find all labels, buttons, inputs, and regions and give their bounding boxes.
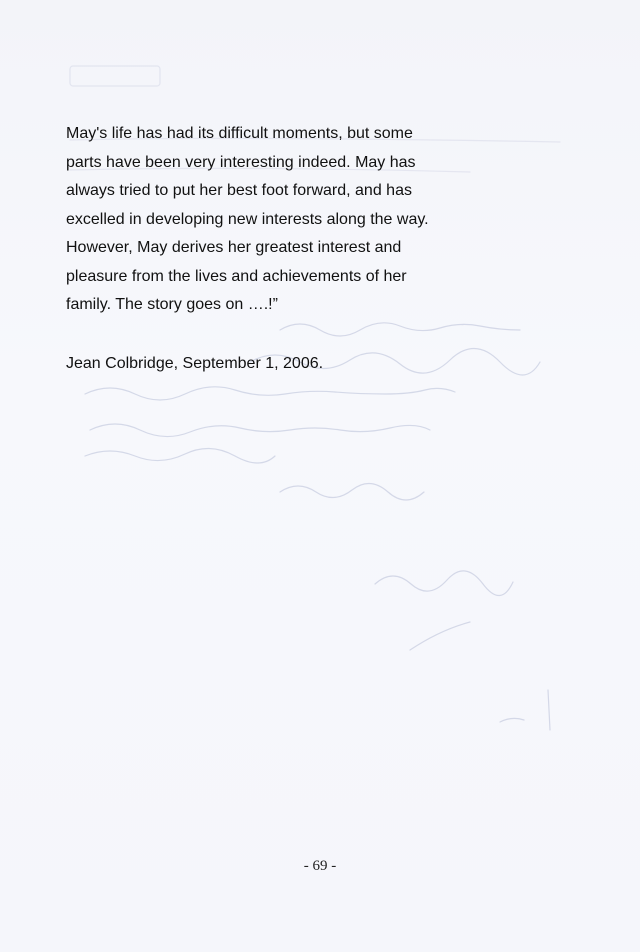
page-number: - 69 -	[303, 858, 337, 874]
closing-paragraph	[66, 120, 486, 320]
paragraph-line: However, May derives her greatest interest and	[66, 239, 402, 256]
paragraph-line: May's life has had its difficult moments, but some	[66, 125, 413, 142]
paragraph-line: always tried to put her best foot forward, and has	[66, 182, 412, 199]
author-signature-line: Jean Colbridge, September 1, 2006.	[66, 355, 324, 372]
paragraph-line: parts have been very interesting indeed. May has	[66, 153, 416, 171]
paragraph-line: excelled in developing new interests along the way.	[66, 210, 429, 228]
paragraph-line: family. The story goes on ….!”	[66, 296, 278, 313]
paragraph-line: pleasure from the lives and achievements of her	[66, 267, 407, 285]
